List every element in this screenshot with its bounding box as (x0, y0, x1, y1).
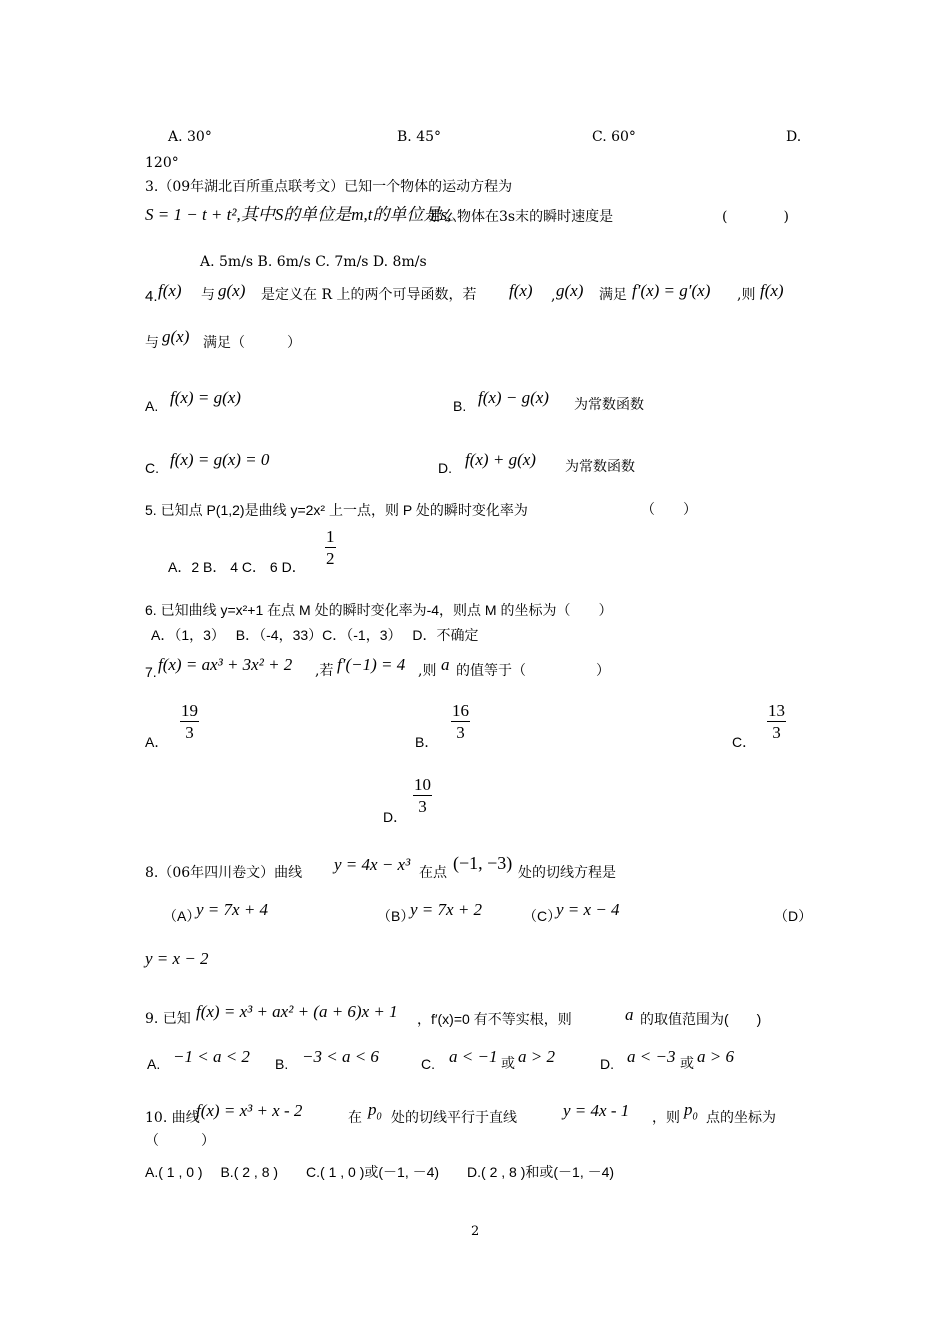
q2-option-d: D. (786, 129, 802, 145)
q2-option-c: C. 60° (592, 129, 636, 145)
q9-option-a: −1 < a < 2 (173, 1047, 250, 1066)
q4-with: 与 (201, 287, 215, 303)
q7-option-c-fraction (767, 702, 786, 741)
q4-f-then: f(x) (760, 281, 784, 300)
q10-point-p0-repeat (684, 1101, 698, 1122)
q3-stem: 3.（09年湖北百所重点联考文）已知一个物体的运动方程为 (145, 179, 513, 195)
q3-equation: S = 1 − t + t²,其中S的单位是m,t的单位是s, (145, 205, 452, 224)
q4-line2-with: 与 (145, 335, 159, 351)
q9-option-d-or: 或 (680, 1056, 694, 1072)
q4-then: ,则 (737, 287, 756, 303)
q6-options: A．（1，3） B．（-4，33）C．（-1，3） D．不确定 (151, 627, 479, 643)
q7-option-d-label: D． (383, 809, 408, 825)
q7-option-b-label: B． (415, 734, 439, 750)
q9-option-b: −3 < a < 6 (302, 1047, 379, 1066)
q4-option-c: f(x) = g(x) = 0 (170, 450, 270, 469)
q4-option-a: f(x) = g(x) (170, 388, 241, 407)
q4-comma: , (551, 288, 556, 304)
q4-number: 4. (145, 288, 158, 305)
q10-line: y = 4x - 1 (563, 1101, 630, 1120)
q9-tail: 的取值范围为( ) (640, 1011, 762, 1027)
q4-option-b: f(x) − g(x) (478, 388, 549, 407)
q7-function: f(x) = ax³ + 3x² + 2 (158, 655, 293, 674)
q10-p0b-letter: p (684, 1100, 693, 1119)
q4-line2-tail: 满足（ ） (203, 335, 301, 351)
q4-option-d-tail: 为常数函数 (565, 459, 635, 475)
q7-number: 7. (145, 664, 157, 680)
q4-satisfy: 满足 (599, 287, 627, 303)
q7-then: ,则 (418, 663, 437, 679)
q4-option-b-label: B. (453, 398, 467, 414)
q10-p0-subscript: 0 (376, 1111, 382, 1123)
q2-option-a: A. 30° (168, 129, 212, 145)
q8-option-d: y = x − 2 (145, 949, 209, 968)
q4-option-c-label: C. (145, 460, 159, 476)
q10-in: 在 (348, 1110, 362, 1126)
q9-option-c-part2: a > 2 (518, 1047, 555, 1066)
q9-mid: ，f′(x)=0 有不等实根，则 (417, 1011, 572, 1027)
q4-f: f(x) (158, 281, 182, 300)
q3-tail: 那么物体在3s末的瞬时速度是 (429, 209, 614, 225)
q8-curve: y = 4x − x³ (334, 855, 411, 874)
q4-option-d-label: D. (438, 460, 452, 476)
q5-options: A．2 B． 4 C． 6 D． (168, 559, 306, 575)
q10-point-p0 (368, 1101, 382, 1122)
q9-variable-a: a (625, 1005, 634, 1024)
q5-option-d-denominator: 2 (326, 549, 335, 568)
q5-option-d-numerator: 1 (326, 527, 335, 546)
q8-option-c: y = x − 4 (556, 900, 620, 919)
q7-option-a-label: A． (145, 734, 169, 750)
q8-option-a: y = 7x + 4 (196, 900, 269, 919)
q9-option-a-label: A. (147, 1056, 161, 1072)
q7-option-b-fraction (451, 702, 470, 741)
q7-option-c-numerator: 13 (768, 701, 785, 720)
q4-option-d: f(x) + g(x) (465, 450, 536, 469)
q4-g-cond: g(x) (556, 281, 584, 300)
q7-option-b-denominator: 3 (456, 723, 465, 742)
q8-tail: 处的切线方程是 (518, 865, 616, 881)
q9-option-c-or: 或 (501, 1056, 515, 1072)
q7-option-c-label: C． (732, 734, 757, 750)
q7-condition: f′(−1) = 4 (337, 655, 406, 674)
q10-function: f(x) = x³ + x - 2 (196, 1101, 303, 1120)
q8-option-a-label: （A） (163, 908, 201, 924)
q9-option-c-label: C. (421, 1056, 435, 1072)
q9-stem: 9. 已知 (145, 1011, 191, 1027)
q9-option-c-part1: a < −1 (449, 1047, 498, 1066)
q6-stem: 6. 已知曲线 y=x²+1 在点 M 处的瞬时变化率为-4，则点 M 的坐标为（ ） (145, 602, 613, 618)
q4-g-line2: g(x) (162, 327, 190, 346)
q4-g: g(x) (218, 281, 246, 300)
q3-answer-paren: ( ) (722, 209, 789, 225)
q10-tail: 点的坐标为 (706, 1110, 776, 1126)
q10-stem: 10. 曲线 (145, 1110, 200, 1126)
q8-at: 在点 (419, 865, 447, 881)
page-number: 2 (471, 1224, 480, 1239)
q5-option-d-fraction (325, 528, 336, 567)
q10-answer-paren: （ ） (145, 1133, 215, 1149)
q8-point: (−1, −3) (453, 853, 513, 873)
q8-option-b-label: （B） (377, 908, 415, 924)
q7-tail: 的值等于（ ） (456, 663, 610, 679)
q9-option-d-part2: a > 6 (697, 1047, 734, 1066)
q10-p0b-subscript: 0 (692, 1111, 698, 1123)
q5-answer-paren: （ ） (641, 502, 697, 518)
q8-option-b: y = 7x + 2 (410, 900, 483, 919)
q8-option-d-label: （D） (774, 908, 813, 924)
q7-option-d-numerator: 10 (414, 775, 431, 794)
q4-mid: 是定义在 R 上的两个可导函数，若 (261, 287, 477, 303)
q7-option-a-numerator: 19 (181, 701, 198, 720)
q3-options: A. 5m/s B. 6m/s C. 7m/s D. 8m/s (200, 254, 427, 270)
q9-option-d-label: D. (600, 1056, 614, 1072)
q10-mid: 处的切线平行于直线 (391, 1110, 517, 1126)
q5-stem: 5. 已知点 P(1,2)是曲线 y=2x² 上一点，则 P 处的瞬时变化率为 (145, 502, 528, 518)
q9-option-d-part1: a < −3 (627, 1047, 676, 1066)
q7-option-c-denominator: 3 (772, 723, 781, 742)
q7-option-b-numerator: 16 (452, 701, 469, 720)
q7-option-d-fraction (413, 776, 432, 815)
q7-option-d-denominator: 3 (418, 797, 427, 816)
q9-option-b-label: B. (275, 1056, 289, 1072)
q7-variable-a: a (441, 655, 450, 674)
q4-option-a-label: A. (145, 398, 159, 414)
q2-option-d-value: 120° (145, 155, 179, 171)
q7-option-a-fraction (180, 702, 199, 741)
q4-f-cond: f(x) (509, 281, 533, 300)
q2-option-b: B. 45° (397, 129, 442, 145)
q9-function: f(x) = x³ + ax² + (a + 6)x + 1 (196, 1002, 398, 1021)
q4-option-b-tail: 为常数函数 (574, 397, 644, 413)
q8-option-c-label: （C） (523, 908, 562, 924)
q10-then: ，则 (652, 1110, 680, 1126)
q7-if: ,若 (315, 663, 334, 679)
q10-p0-letter: p (368, 1100, 377, 1119)
q4-derivative-condition: f′(x) = g′(x) (632, 281, 711, 300)
q7-option-a-denominator: 3 (185, 723, 194, 742)
q8-stem: 8.（06年四川卷文）曲线 (145, 865, 303, 881)
q10-options: A.( 1 , 0 ) B.( 2 , 8 ) C.( 1 , 0 )或(－1, －4) D.( 2 , 8 )和或(－1, －4) (145, 1164, 615, 1180)
